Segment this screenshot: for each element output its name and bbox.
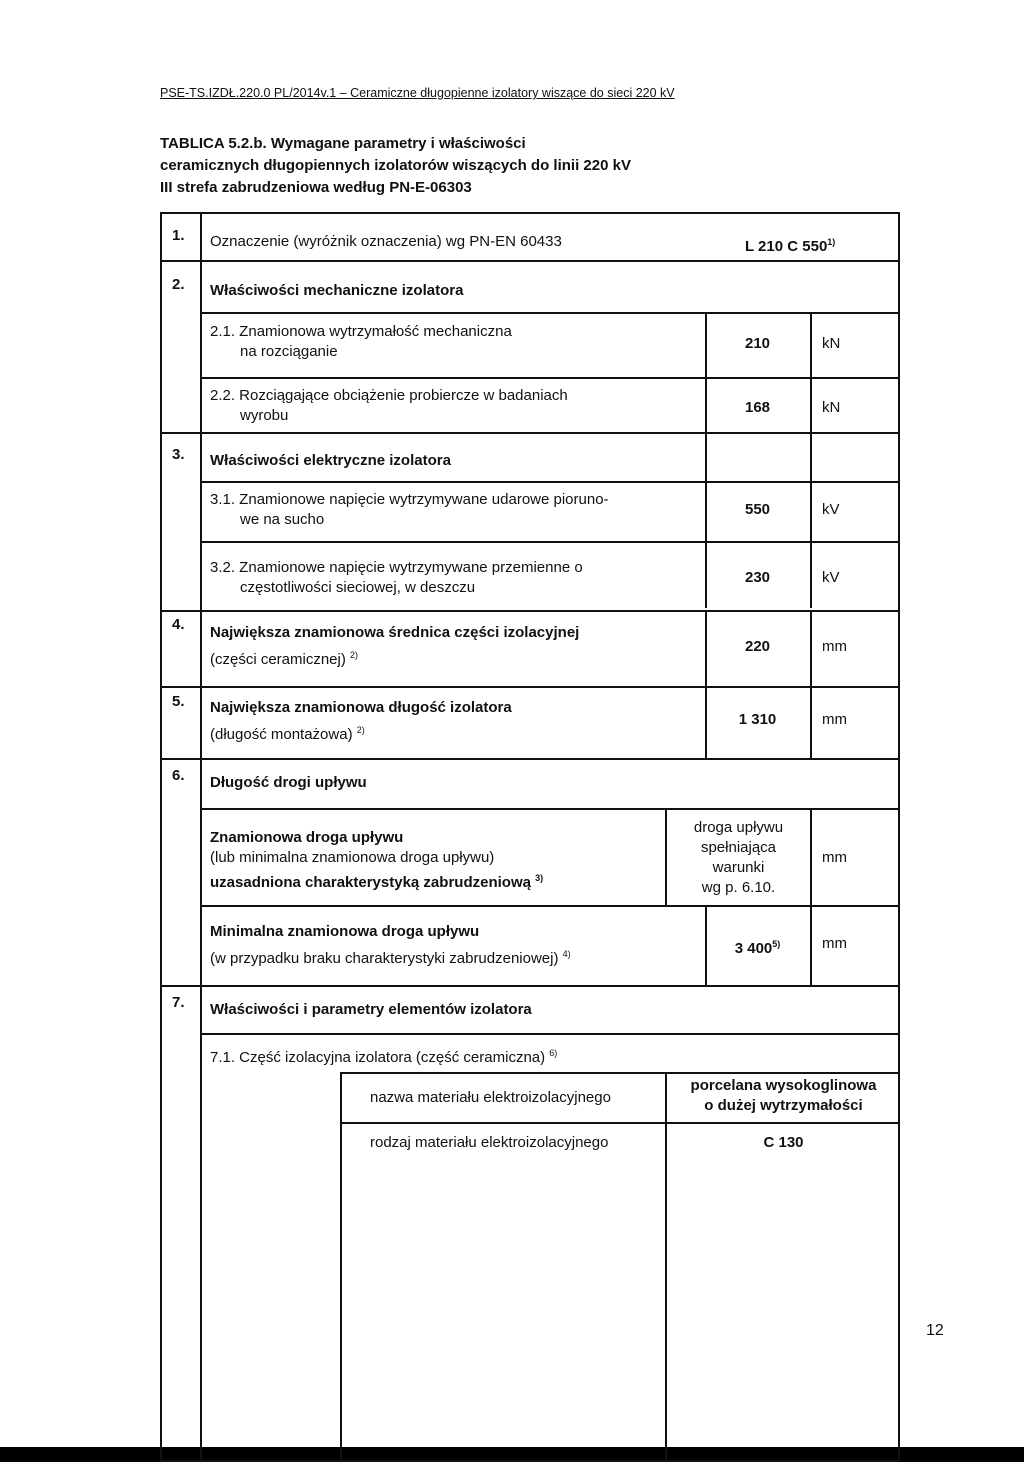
row-divider [200, 808, 900, 810]
section-heading-electrical: Właściwości elektryczne izolatora [210, 452, 451, 469]
row-label: częstotliwości sieciowej, w deszczu [240, 579, 476, 596]
row-divider [200, 377, 900, 379]
column-divider [705, 610, 707, 758]
unit-cell: kN [822, 399, 841, 416]
unit-cell: kV [822, 501, 840, 518]
column-divider [810, 312, 812, 608]
value-cell: o dużej wytrzymałości [704, 1097, 863, 1114]
row-label: rodzaj materiału elektroizolacyjnego [370, 1134, 609, 1151]
row-number: 1. [172, 227, 185, 244]
row-divider [200, 1033, 900, 1035]
row-label: (długość montażowa) $^{2)}$ [210, 725, 365, 743]
column-divider [810, 808, 812, 905]
row-number: 3. [172, 446, 185, 463]
column-divider [810, 610, 812, 758]
row-label: uzasadniona charakterystyką zabrudzeniową $^{3)}$ [210, 873, 544, 891]
table-title-line-3: III strefa zabrudzeniowa według PN-E-06303 [160, 179, 472, 196]
value-cell: 210 [744, 335, 771, 352]
row-label: (części ceramicznej) $^{2)}$ [210, 650, 359, 668]
row-label: 3.2. Znamionowe napięcie wytrzymywane przemienne o [210, 559, 583, 576]
row-number: 2. [172, 276, 185, 293]
value-cell: C 130 [763, 1134, 804, 1151]
page-number: 12 [926, 1322, 944, 1339]
value-cell: 3 400$^{5)}$ [734, 939, 781, 957]
row-divider [200, 312, 900, 314]
value-cell: wg p. 6.10. [701, 879, 776, 896]
document-reference: PSE-TS.IZDŁ.220.0 PL/2014v.1 – Ceramiczne długopienne izolatory wiszące do sieci 220 kV [160, 86, 675, 100]
row-number: 7. [172, 994, 185, 1011]
row-label: 3.1. Znamionowe napięcie wytrzymywane udarowe pioruno- [210, 491, 609, 508]
row-number: 4. [172, 616, 185, 633]
row-label: Największa znamionowa długość izolatora [210, 699, 512, 716]
unit-cell: mm [822, 935, 847, 952]
row-label: (lub minimalna znamionowa droga upływu) [210, 849, 495, 866]
row-label: wyrobu [240, 407, 289, 424]
row-divider [340, 1122, 900, 1124]
section-heading-creepage: Długość drogi upływu [210, 774, 367, 791]
row-divider [160, 686, 900, 688]
value-cell: porcelana wysokoglinowa [690, 1077, 877, 1094]
column-divider [810, 905, 812, 985]
table-title [160, 133, 631, 199]
value-cell: 550 [744, 501, 771, 518]
row-label: 7.1. Część izolacyjna izolatora (część ceramiczna) $^{6)}$ [210, 1048, 558, 1066]
row-divider [200, 481, 900, 483]
row-divider [160, 432, 900, 434]
unit-cell: kN [822, 335, 841, 352]
unit-cell: kV [822, 569, 840, 586]
unit-cell: mm [822, 849, 847, 866]
row-label-designation: Oznaczenie (wyróżnik oznaczenia) wg PN-EN 60433 [210, 233, 562, 250]
row-label: Największa znamionowa średnica części izolacyjnej [210, 624, 580, 641]
row-divider [160, 758, 900, 760]
value-cell: droga upływu [693, 819, 784, 836]
value-cell: 1 310 [738, 711, 777, 728]
column-divider [705, 312, 707, 608]
row-label: 2.2. Rozciągające obciążenie probiercze w badaniach [210, 387, 568, 404]
row-label: na rozciąganie [240, 343, 338, 360]
unit-cell: mm [822, 638, 847, 655]
row-label: Znamionowa droga upływu [210, 829, 404, 846]
row-label: nazwa materiału elektroizolacyjnego [370, 1089, 611, 1106]
row-label: Minimalna znamionowa droga upływu [210, 923, 480, 940]
row-divider [340, 1072, 900, 1074]
column-divider [665, 1122, 667, 1462]
value-cell: 230 [744, 569, 771, 586]
row-divider [160, 985, 900, 987]
value-cell: warunki [712, 859, 765, 876]
row-label: we na sucho [240, 511, 325, 528]
row-label: (w przypadku braku charakterystyki zabrudzeniowej) $^{4)}$ [210, 949, 571, 967]
value-cell: 220 [744, 638, 771, 655]
row-number: 5. [172, 693, 185, 710]
row-divider [160, 260, 900, 262]
table-title-line-2: ceramicznych długopiennych izolatorów wiszących do linii 220 kV [160, 157, 631, 174]
designation-value: L 210 C 550$^{1)}$ [745, 237, 836, 255]
value-cell: spełniająca [700, 839, 777, 856]
table-title-line-1: TABLICA 5.2.b. Wymagane parametry i właściwości [160, 135, 526, 152]
column-divider [200, 212, 202, 1462]
row-number: 6. [172, 767, 185, 784]
row-divider [200, 905, 900, 907]
row-label: 2.1. Znamionowa wytrzymałość mechaniczna [210, 323, 512, 340]
section-heading-elements: Właściwości i parametry elementów izolatora [210, 1001, 532, 1018]
unit-cell: mm [822, 711, 847, 728]
row-divider [160, 610, 900, 612]
column-divider [340, 1072, 342, 1462]
row-divider [200, 541, 900, 543]
section-heading-mechanical: Właściwości mechaniczne izolatora [210, 282, 464, 299]
value-cell: 168 [744, 399, 771, 416]
